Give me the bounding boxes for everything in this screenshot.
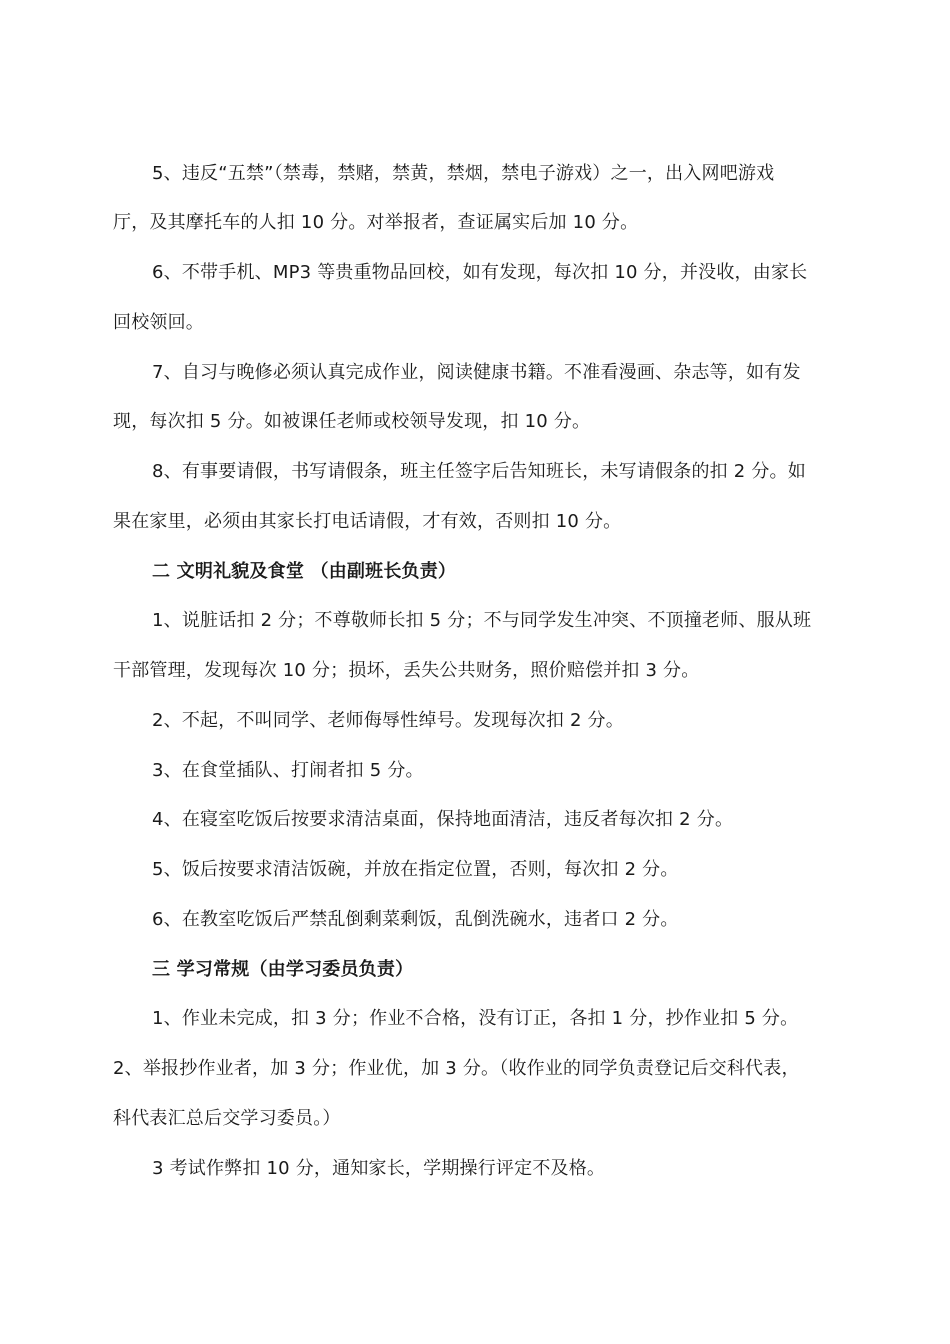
text-line: 6、不带手机、MP3 等贵重物品回校，如有发现，每次扣 10 分，并没收，由家长	[152, 262, 808, 283]
text-line: 7、自习与晚修必须认真完成作业，阅读健康书籍。不准看漫画、杂志等，如有发	[152, 362, 801, 383]
text-line: 4、在寝室吃饭后按要求清洁桌面，保持地面清洁，违反者每次扣 2 分。	[152, 809, 734, 830]
section-heading: 二 文明礼貌及食堂 （由副班长负责）	[152, 561, 457, 582]
text-line: 3 考试作弊扣 10 分，通知家长，学期操行评定不及格。	[152, 1158, 606, 1179]
text-line: 干部管理，发现每次 10 分；损坏，丢失公共财务，照价赔偿并扣 3 分。	[113, 660, 700, 681]
text-line: 2、举报抄作业者，加 3 分；作业优，加 3 分。（收作业的同学负责登记后交科代表，	[113, 1058, 800, 1079]
section-heading: 三 学习常规（由学习委员负责）	[152, 959, 414, 980]
text-line: 果在家里，必须由其家长打电话请假，才有效，否则扣 10 分。	[113, 511, 622, 532]
text-line: 1、作业未完成，扣 3 分；作业不合格，没有订正，各扣 1 分，抄作业扣 5 分。	[152, 1008, 799, 1029]
text-line: 科代表汇总后交学习委员。）	[113, 1108, 341, 1129]
text-line: 5、违反“五禁”（禁毒，禁赌，禁黄，禁烟，禁电子游戏）之一，出入网吧游戏	[152, 163, 775, 184]
text-line: 厅，及其摩托车的人扣 10 分。对举报者，查证属实后加 10 分。	[113, 212, 639, 233]
text-line: 回校领回。	[113, 312, 204, 333]
text-line: 1、说脏话扣 2 分；不尊敬师长扣 5 分；不与同学发生冲突、不顶撞老师、服从班	[152, 610, 812, 631]
text-line: 3、在食堂插队、打闹者扣 5 分。	[152, 760, 424, 781]
text-line: 5、饭后按要求清洁饭碗，并放在指定位置，否则，每次扣 2 分。	[152, 859, 679, 880]
text-line: 8、有事要请假，书写请假条，班主任签字后告知班长，未写请假条的扣 2 分。如	[152, 461, 806, 482]
text-line: 2、不起，不叫同学、老师侮辱性绰号。发现每次扣 2 分。	[152, 710, 624, 731]
text-line: 现，每次扣 5 分。如被课任老师或校领导发现，扣 10 分。	[113, 411, 591, 432]
text-line: 6、在教室吃饭后严禁乱倒剩菜剩饭，乱倒洗碗水，违者口 2 分。	[152, 909, 679, 930]
